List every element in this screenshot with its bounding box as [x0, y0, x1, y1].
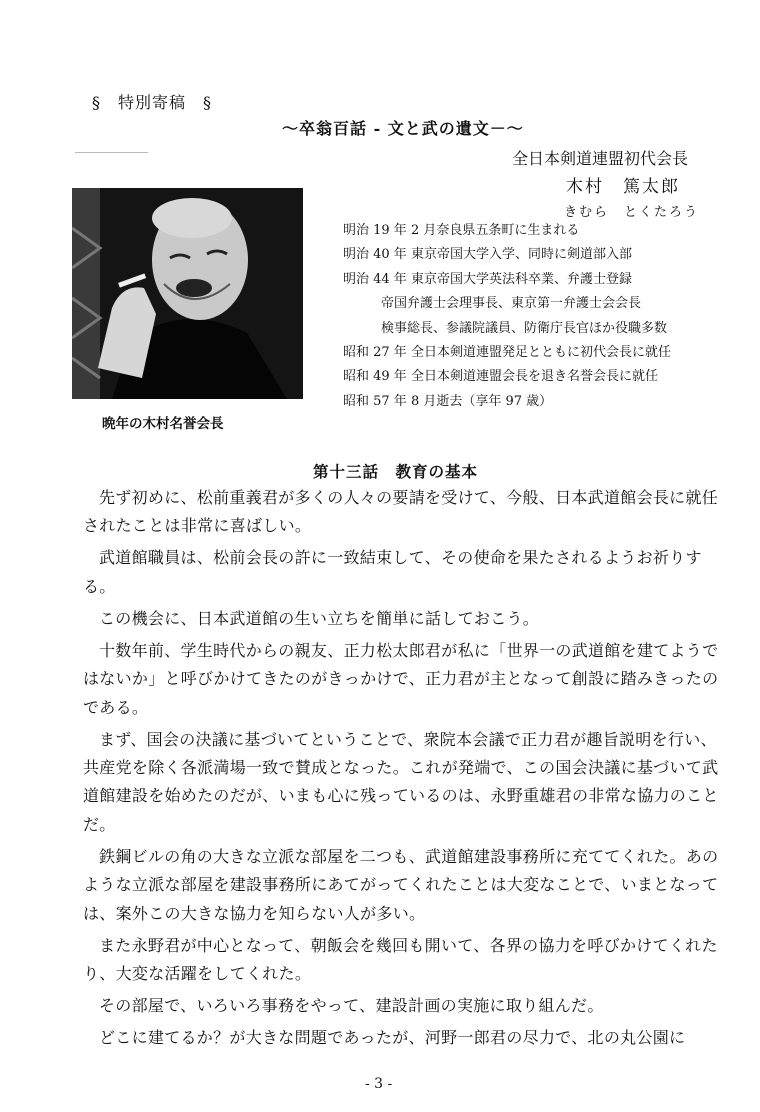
portrait-photo [72, 188, 303, 399]
section-label: § 特別寄稿 § [92, 93, 213, 112]
article-title: ～卒翁百話 - 文と武の遺文－～ [282, 119, 524, 138]
biography-item: 検事総長、参議院議員、防衛庁長官ほか役職多数 [381, 320, 668, 336]
body-paragraph: 鉄鋼ビルの角の大きな立派な部屋を二つも、武道館建設事務所に充ててくれた。あのような立派な部屋を建設事務所にあてがってくれたことは大変なことで、いまとなっては、案外この大きな協力を知らない人が多い。 [83, 846, 719, 923]
chapter-title: 第十三話 教育の基本 [313, 462, 479, 481]
biography-item: 明治 40 年 東京帝国大学入学、同時に剣道部入部 [343, 247, 632, 263]
biography-item: 昭和 27 年 全日本剣道連盟発足とともに初代会長に就任 [343, 345, 671, 361]
body-paragraph: まず、国会の決議に基づいてということで、衆院本会議で正力君が趣旨説明を行い、共産党を除く各派満場一致で賛成となった。これが発端で、この国会決議に基づいて武道館建設を始めたのだが、いまも心に残っているのは、永野重雄君の非常な協力のことだ。 [83, 729, 719, 834]
body-paragraph: 十数年前、学生時代からの親友、正力松太郎君が私に「世界一の武道館を建てようではないか」と呼びかけてきたのがきっかけで、正力君が主となって創設に踏みきったのである。 [83, 640, 719, 717]
body-paragraph: 先ず初めに、松前重義君が多くの人々の要請を受けて、今般、日本武道館会長に就任されたことは非常に喜ばしい。 [83, 488, 719, 536]
biography-item: 帝国弁護士会理事長、東京第一弁護士会会長 [381, 296, 642, 312]
biography-item: 明治 44 年 東京帝国大学英法科卒業、弁護士登録 [343, 271, 632, 287]
article-body [83, 484, 723, 1056]
biography-list [343, 219, 671, 414]
biography-item: 明治 19 年 2 月奈良県五条町に生まれる [343, 223, 580, 238]
author-name: 木村 篤太郎 [566, 177, 680, 197]
portrait-illustration [72, 188, 303, 399]
biography-item: 昭和 57 年 8 月逝去（享年 97 歳） [343, 393, 553, 409]
body-paragraph: この機会に、日本武道館の生い立ちを簡単に話しておこう。 [99, 608, 540, 628]
body-paragraph: 武道館職員は、松前会長の許に一致結束して、その使命を果たされるようお祈りする。 [83, 548, 702, 596]
body-paragraph: また永野君が中心となって、朝飯会を幾回も開いて、各界の協力を呼びかけてくれたり、大変な活躍をしてくれた。 [83, 935, 718, 984]
divider-line [75, 152, 148, 153]
body-paragraph: どこに建てるか？が大きな問題であったが、河野一郎君の尽力で、北の丸公園に [99, 1028, 686, 1048]
author-name-reading: きむら とくたろう [564, 205, 700, 220]
author-organization: 全日本剣道連盟初代会長 [512, 149, 689, 168]
photo-caption: 晩年の木村名誉会長 [102, 416, 224, 432]
body-paragraph: その部屋で、いろいろ事務をやって、建設計画の実施に取り組んだ。 [99, 996, 604, 1016]
biography-item: 昭和 49 年 全日本剣道連盟会長を退き名誉会長に就任 [343, 369, 658, 385]
page-number: - 3 - [365, 1076, 393, 1092]
